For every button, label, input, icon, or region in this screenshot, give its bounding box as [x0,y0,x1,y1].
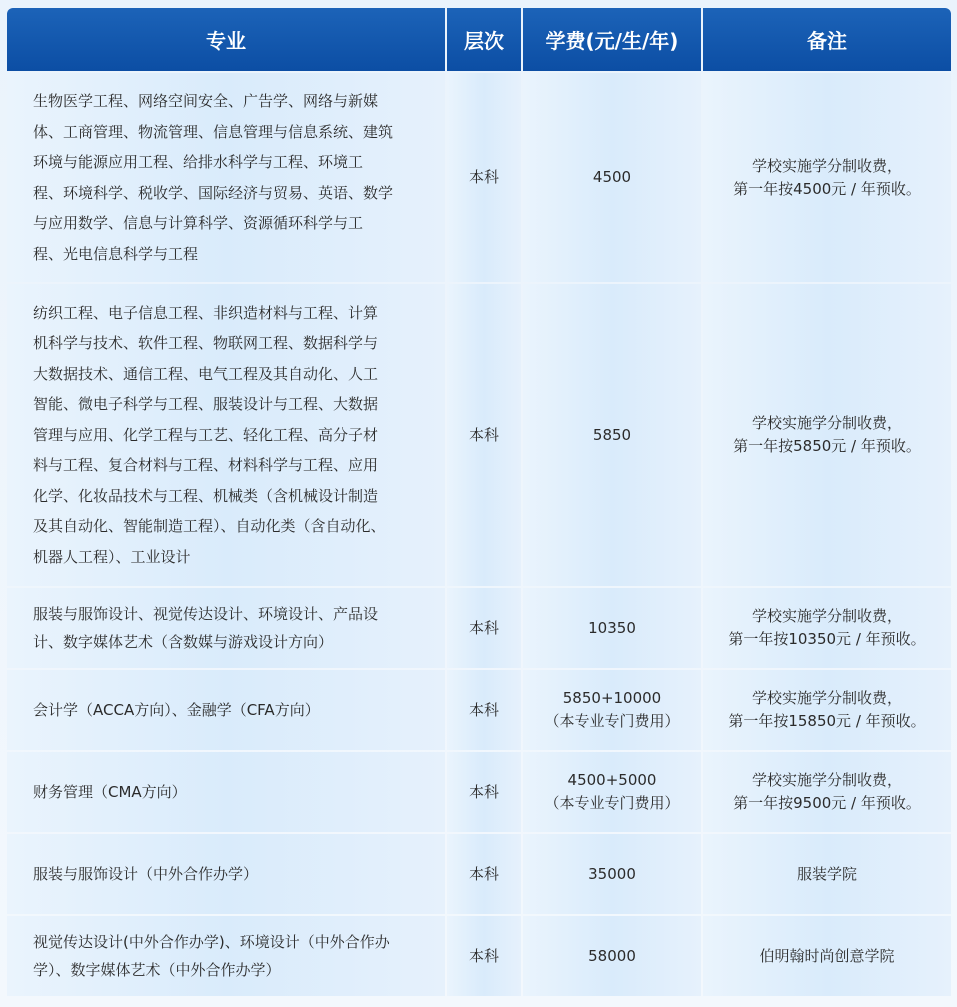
note-cell [703,588,951,668]
major-cell [7,752,445,832]
note-line: 学校实施学分制收费， [751,414,902,432]
major-line: 料与工程、复合材料与工程、材料科学与工程、应用 [33,456,379,475]
level-cell: 本科 [447,73,521,282]
note-line: 伯明翰时尚创意学院 [759,946,895,965]
fee-line: 4500+5000 [567,771,657,789]
major-line: 体、工商管理、物流管理、信息管理与信息系统、建筑 [33,122,394,141]
header-note: 备注 [703,8,951,71]
note-line: 学校实施学分制收费， [751,607,902,625]
note-line: 第一年按4500元 / 年预收。 [733,179,921,198]
major-line: 计、数字媒体艺术（含数媒与游戏设计方向） [33,633,334,651]
note-line: 服装学院 [796,864,857,883]
note-cell [703,284,951,586]
note-line: 第一年按9500元 / 年预收。 [733,794,921,812]
header-fee: 学费(元/生/年) [523,8,701,71]
table-row [7,916,951,996]
major-line: 生物医学工程、网络空间安全、广告学、网络与新媒 [33,92,379,110]
table-row [7,752,951,832]
major-line: 会计学（ACCA方向）、金融学（CFA方向） [33,701,320,719]
major-cell [7,916,445,996]
note-line: 学校实施学分制收费， [751,689,902,707]
level-cell: 本科 [447,670,521,750]
major-line: 财务管理（CMA方向） [33,783,187,801]
major-cell [7,670,445,750]
table-row [7,588,951,668]
fee-cell [523,73,701,282]
note-line: 第一年按5850元 / 年预收。 [733,437,921,455]
tuition-fee-table [5,6,953,998]
major-line: 机科学与技术、软件工程、物联网工程、数据科学与 [33,334,379,353]
major-line: 与应用数学、信息与计算科学、资源循环科学与工 [33,214,364,232]
major-line: 服装与服饰设计（中外合作办学） [33,865,259,883]
major-line: 管理与应用、化学工程与工艺、轻化工程、高分子材 [33,425,379,444]
note-line: 学校实施学分制收费， [751,771,902,789]
note-cell [703,670,951,750]
major-line: 学）、数字媒体艺术（中外合作办学） [33,961,281,979]
major-line: 智能、微电子科学与工程、服装设计与工程、大数据 [33,395,379,414]
note-cell [703,73,951,282]
major-line: 机器人工程）、工业设计 [33,547,191,566]
header-level: 层次 [447,8,521,71]
level-cell: 本科 [447,284,521,586]
header-row [7,8,951,71]
major-line: 大数据技术、通信工程、电气工程及其自动化、人工 [33,364,379,383]
level-cell: 本科 [447,916,521,996]
table-row [7,670,951,750]
note-cell [703,752,951,832]
fee-line: 10350 [588,618,636,637]
fee-line: 35000 [588,864,636,883]
level-cell: 本科 [447,834,521,914]
fee-cell [523,670,701,750]
fee-line: 4500 [592,168,632,186]
note-line: 学校实施学分制收费， [751,156,902,175]
major-cell [7,834,445,914]
fee-line: 5850+10000 [562,689,662,707]
fee-line: （本专业专门费用） [544,794,680,812]
note-cell [703,916,951,996]
table-row [7,284,951,586]
table-row [7,73,951,282]
level-cell: 本科 [447,752,521,832]
fee-line: （本专业专门费用） [544,712,680,730]
major-cell [7,284,445,586]
note-cell [703,834,951,914]
major-line: 纺织工程、电子信息工程、非织造材料与工程、计算 [33,303,379,322]
major-cell [7,73,445,282]
fee-line: 58000 [588,946,636,965]
fee-cell [523,752,701,832]
table-row [7,834,951,914]
major-line: 环境与能源应用工程、给排水科学与工程、环境工 [33,153,364,171]
major-cell [7,588,445,668]
fee-cell [523,916,701,996]
major-line: 化学、化妆品技术与工程、机械类（含机械设计制造 [33,486,379,505]
note-line: 第一年按15850元 / 年预收。 [728,712,926,730]
fee-cell [523,284,701,586]
fee-cell [523,834,701,914]
major-line: 程、环境科学、税收学、国际经济与贸易、英语、数学 [33,183,394,202]
major-line: 视觉传达设计(中外合作办学)、环境设计（中外合作办 [33,933,390,951]
level-cell: 本科 [447,588,521,668]
major-line: 程、光电信息科学与工程 [33,244,199,263]
header-major: 专业 [7,8,445,71]
major-line: 及其自动化、智能制造工程）、自动化类（含自动化、 [33,517,386,536]
fee-line: 5850 [592,425,632,444]
fee-cell [523,588,701,668]
major-line: 服装与服饰设计、视觉传达设计、环境设计、产品设 [33,605,379,623]
note-line: 第一年按10350元 / 年预收。 [728,630,926,648]
